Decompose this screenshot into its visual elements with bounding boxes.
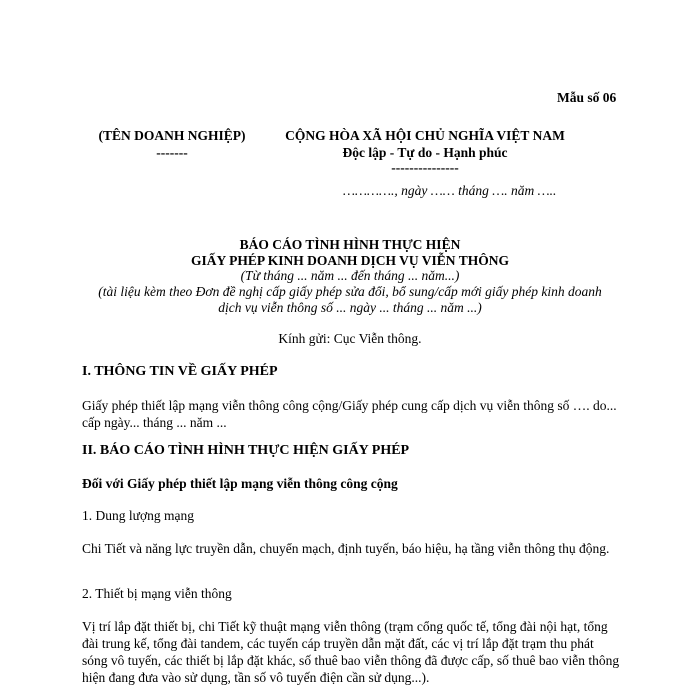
item1-title: 1. Dung lượng mạng — [82, 508, 194, 523]
motto-divider: --------------- — [391, 160, 459, 175]
company-divider: ------- — [156, 145, 188, 160]
report-title-line1: BÁO CÁO TÌNH HÌNH THỰC HIỆN — [239, 237, 461, 252]
form-number: Mẫu số 06 — [557, 90, 617, 105]
report-note-line2: dịch vụ viễn thông số ... ngày ... tháng ... năm ...) — [218, 300, 482, 315]
section2-subheading: Đối với Giấy phép thiết lập mạng viễn thông công cộng — [82, 476, 398, 491]
report-note-line1: (tài liệu kèm theo Đơn đề nghị cấp giấy phép sửa đổi, bổ sung/cấp mới giấy phép kinh doanh — [98, 284, 602, 299]
recipient-line: Kính gửi: Cục Viễn thông. — [278, 331, 422, 346]
item1-body: Chi Tiết và năng lực truyền dẫn, chuyển mạch, định tuyến, báo hiệu, hạ tầng viễn thông thụ động. — [82, 541, 610, 556]
company-name: (TÊN DOANH NGHIỆP) — [98, 128, 246, 143]
section2-heading: II. BÁO CÁO TÌNH HÌNH THỰC HIỆN GIẤY PHÉP — [82, 443, 410, 458]
date-line: …………., ngày …… tháng …. năm ….. — [343, 183, 557, 198]
report-period: (Từ tháng ... năm ... đến tháng ... năm...) — [240, 268, 460, 283]
section1-heading: I. THÔNG TIN VỀ GIẤY PHÉP — [82, 364, 278, 379]
country-name: CỘNG HÒA XÃ HỘI CHỦ NGHĨA VIỆT NAM — [285, 128, 565, 143]
item2-body: Vị trí lắp đặt thiết bị, chi Tiết kỹ thuật mạng viễn thông (trạm cổng quốc tế, tổng đài nội hạt, tổng đài trung kế, tổng đài tandem, các tuyến cáp truyền dẫn mặt đất, các vị trí lắp đặt trạm thu phát sóng vô tuyến, các thiết bị lắp đặt khác, số thuê bao viễn thông đã được cấp, số thuê bao viễn thông hiện đang đưa vào sử dụng, tần số vô tuyến điện cần sử dụng...). — [82, 619, 620, 685]
section1-body: Giấy phép thiết lập mạng viễn thông công cộng/Giấy phép cung cấp dịch vụ viễn thông số …. do... cấp ngày... tháng ... năm ... — [82, 398, 617, 430]
item2-title: 2. Thiết bị mạng viễn thông — [82, 586, 232, 601]
report-title-line2: GIẤY PHÉP KINH DOANH DỊCH VỤ VIỄN THÔNG — [191, 253, 509, 268]
national-motto: Độc lập - Tự do - Hạnh phúc — [342, 145, 508, 160]
